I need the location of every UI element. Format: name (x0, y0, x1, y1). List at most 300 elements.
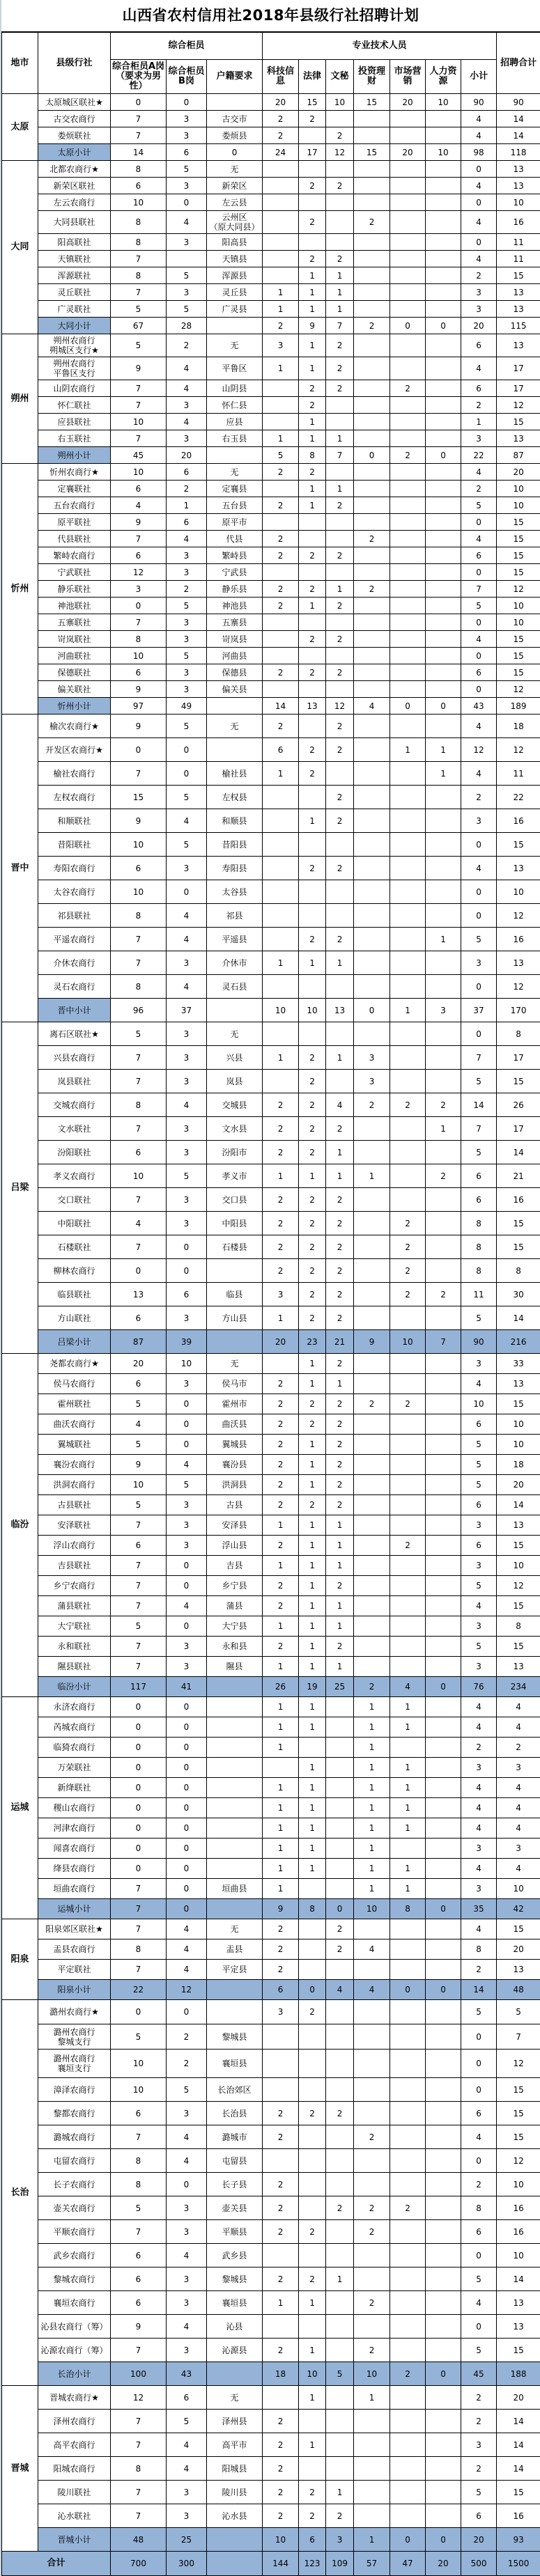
tech-cell (263, 857, 299, 880)
teller-b-cell (167, 251, 207, 267)
secretary-cell (326, 614, 354, 631)
invest-cell: 2 (354, 531, 390, 547)
total-cell: 17 (497, 1046, 540, 1070)
teller-b-cell: 3 (167, 547, 207, 564)
hukou-cell: 翼城县 (207, 1435, 263, 1455)
marketing-cell: 1 (390, 1778, 426, 1798)
table-row (2, 267, 540, 284)
total-cell: 17 (497, 380, 540, 397)
law-cell (299, 2196, 326, 2220)
hr-cell (426, 2000, 461, 2024)
hukou-cell: 平顺县 (207, 2220, 263, 2244)
law-cell: 1 (299, 1859, 326, 1879)
branch-name-cell: 沁县农商行（筹） (38, 2315, 111, 2339)
invest-cell (354, 880, 390, 904)
teller-b-cell: 3 (167, 1141, 207, 1164)
marketing-cell: 2 (390, 447, 426, 464)
branch-name-cell: 太谷农商行 (38, 880, 111, 904)
marketing-cell (390, 1919, 426, 1939)
total-cell: 15 (497, 2125, 540, 2149)
total-cell: 15 (497, 2078, 540, 2102)
secretary-cell (326, 414, 354, 430)
subtotal-cell: 5 (461, 2481, 497, 2504)
invest-cell (354, 2433, 390, 2457)
marketing-cell (390, 1164, 426, 1188)
tech-cell: 2 (263, 1435, 299, 1455)
invest-cell (354, 664, 390, 681)
table-row (2, 2410, 540, 2433)
subtotal-cell: 8 (461, 1235, 497, 1259)
branch-name-cell: 浑源联社 (38, 267, 111, 284)
teller-a-cell: 13 (111, 1283, 167, 1306)
teller-b-cell: 6 (167, 1283, 207, 1306)
branch-name-cell: 泽州农商行 (38, 2410, 111, 2433)
teller-b-cell: 0 (167, 194, 207, 211)
subtotal-cell: 6 (461, 1164, 497, 1188)
branch-name-cell: 洪洞农商行 (38, 1475, 111, 1495)
marketing-cell (390, 2386, 426, 2410)
tech-cell (263, 809, 299, 833)
law-cell: 2 (299, 2102, 326, 2125)
secretary-cell: 1 (326, 1616, 354, 1637)
branch-name-cell: 北都农商行★ (38, 161, 111, 178)
invest-cell (354, 762, 390, 786)
subtotal-cell: 5 (461, 1637, 497, 1657)
subtotal-cell: 8 (461, 1259, 497, 1283)
teller-a-cell: 6 (111, 1374, 167, 1394)
teller-a-cell: 4 (111, 1414, 167, 1435)
tech-cell: 2 (263, 2220, 299, 2244)
hr-cell: 0 (426, 1980, 461, 2000)
subtotal-cell: 6 (461, 1536, 497, 1556)
invest-cell (354, 497, 390, 514)
tech-cell: 2 (263, 2504, 299, 2528)
secretary-cell: 2 (326, 857, 354, 880)
tech-cell: 1 (263, 1515, 299, 1536)
teller-a-cell: 9 (111, 681, 167, 698)
table-row (2, 2050, 540, 2078)
branch-name-cell: 黎都农商行 (38, 2102, 111, 2125)
branch-name-cell: 乡宁农商行 (38, 1576, 111, 1596)
total-cell: 22 (497, 786, 540, 809)
teller-b-cell: 3 (167, 614, 207, 631)
hukou-cell (207, 1859, 263, 1879)
table-row (2, 1374, 540, 1394)
hr-cell (426, 904, 461, 928)
table-row (2, 514, 540, 531)
teller-b-cell: 4 (167, 904, 207, 928)
invest-cell: 2 (354, 581, 390, 598)
teller-b-cell: 49 (167, 698, 207, 715)
tech-cell: 20 (263, 94, 299, 111)
branch-name-cell: 安泽联社 (38, 1515, 111, 1536)
law-cell (299, 161, 326, 178)
teller-a-cell: 8 (111, 211, 167, 234)
subtotal-cell: 0 (461, 2078, 497, 2102)
header-city: 地市 (2, 33, 38, 94)
tech-cell (263, 564, 299, 581)
hukou-cell: 长治郊区 (207, 2078, 263, 2102)
teller-b-cell: 3 (167, 1374, 207, 1394)
table-row (2, 1455, 540, 1475)
teller-b-cell: 5 (167, 2078, 207, 2102)
branch-name-cell: 壶关农商行 (38, 2196, 111, 2220)
hukou-cell (207, 1818, 263, 1839)
teller-b-cell: 28 (167, 318, 207, 334)
city-cell: 吕梁 (2, 1022, 38, 1354)
secretary-cell (326, 833, 354, 857)
subtotal-cell: 6 (461, 1414, 497, 1435)
header-secretary: 文秘 (326, 60, 354, 94)
law-cell: 1 (299, 1717, 326, 1738)
law-cell (299, 2244, 326, 2267)
teller-b-cell: 0 (167, 1697, 207, 1717)
marketing-cell (390, 2504, 426, 2528)
total-cell: 10 (497, 1414, 540, 1435)
teller-b-cell: 0 (167, 1616, 207, 1637)
tech-cell: 1 (263, 1798, 299, 1818)
secretary-cell (326, 2125, 354, 2149)
subtotal-cell: 2 (461, 2457, 497, 2481)
hr-cell (426, 111, 461, 127)
tech-cell: 1 (263, 951, 299, 975)
total-cell: 48 (497, 1980, 540, 2000)
hukou-cell: 左云县 (207, 194, 263, 211)
branch-name-cell: 沁源农商行（筹） (38, 2339, 111, 2362)
tech-cell: 3 (263, 334, 299, 357)
table-row (2, 681, 540, 698)
hukou-cell (207, 1899, 263, 1919)
teller-b-cell: 5 (167, 833, 207, 857)
total-cell: 12 (497, 738, 540, 762)
hukou-cell: 安泽县 (207, 1515, 263, 1536)
marketing-cell (390, 464, 426, 481)
hr-cell (426, 1475, 461, 1495)
invest-cell (354, 2457, 390, 2481)
hukou-cell: 岚县 (207, 1070, 263, 1093)
subtotal-cell: 0 (461, 880, 497, 904)
hukou-cell: 沁源县 (207, 2339, 263, 2362)
invest-cell: 2 (354, 318, 390, 334)
invest-cell (354, 397, 390, 414)
invest-cell: 2 (354, 1677, 390, 1697)
total-cell: 17 (497, 357, 540, 380)
secretary-cell (326, 1758, 354, 1778)
marketing-cell: 0 (390, 318, 426, 334)
total-cell: 15 (497, 1235, 540, 1259)
subtotal-cell: 5 (461, 2339, 497, 2362)
recruitment-table (1, 32, 540, 2576)
table-row (2, 664, 540, 681)
hr-cell (426, 2125, 461, 2149)
subtotal-cell: 90 (461, 1330, 497, 1354)
invest-cell: 2 (354, 2125, 390, 2149)
total-cell: 5 (497, 2000, 540, 2024)
total-cell: 87 (497, 447, 540, 464)
table-row (2, 2078, 540, 2102)
teller-a-cell: 8 (111, 2457, 167, 2481)
marketing-cell (390, 414, 426, 430)
teller-b-cell: 25 (167, 2528, 207, 2552)
branch-name-cell: 襄垣农商行 (38, 2291, 111, 2315)
subtotal-cell: 0 (461, 1022, 497, 1046)
teller-a-cell: 6 (111, 1536, 167, 1556)
law-cell: 2 (299, 2220, 326, 2244)
city-cell: 长治 (2, 2000, 38, 2386)
teller-b-cell: 0 (167, 2000, 207, 2024)
invest-cell (354, 2078, 390, 2102)
total-cell: 10 (497, 481, 540, 497)
secretary-cell (326, 1839, 354, 1859)
branch-name-cell: 绛县农商行 (38, 1859, 111, 1879)
total-cell: 14 (497, 1495, 540, 1515)
hr-cell (426, 880, 461, 904)
branch-name-cell: 灵石农商行 (38, 975, 111, 999)
marketing-cell: 2 (390, 2362, 426, 2386)
law-cell: 1 (299, 1576, 326, 1596)
branch-name-cell: 榆社农商行 (38, 762, 111, 786)
total-cell: 16 (497, 2504, 540, 2528)
invest-cell (354, 251, 390, 267)
total-cell: 15 (497, 1536, 540, 1556)
hukou-cell: 浮山县 (207, 1536, 263, 1556)
secretary-cell: 1 (326, 951, 354, 975)
branch-name-cell: 阳高联社 (38, 234, 111, 251)
invest-cell (354, 161, 390, 178)
law-cell: 2 (299, 2481, 326, 2504)
tech-cell: 2 (263, 1576, 299, 1596)
hr-cell (426, 1960, 461, 1980)
subtotal-cell: 3 (461, 1839, 497, 1859)
tech-cell: 1 (263, 430, 299, 447)
invest-cell: 1 (354, 1859, 390, 1879)
subtotal-cell: 11 (461, 1283, 497, 1306)
teller-b-cell: 0 (167, 1717, 207, 1738)
hr-cell (426, 1495, 461, 1515)
hr-cell: 0 (426, 2362, 461, 2386)
total-cell: 26 (497, 1093, 540, 1117)
hr-cell (426, 1306, 461, 1330)
invest-cell (354, 1212, 390, 1235)
branch-name-cell: 运城小计 (38, 1899, 111, 1919)
branch-name-cell: 应县联社 (38, 414, 111, 430)
branch-name-cell: 岚县联社 (38, 1070, 111, 1093)
branch-name-cell: 石楼联社 (38, 1235, 111, 1259)
invest-cell: 4 (354, 1939, 390, 1960)
hr-cell: 0 (426, 447, 461, 464)
hr-cell (426, 2457, 461, 2481)
hukou-cell: 襄汾县 (207, 1455, 263, 1475)
law-cell: 2 (299, 251, 326, 267)
subtotal-cell: 37 (461, 999, 497, 1022)
hr-cell: 0 (426, 698, 461, 715)
subtotal-cell: 0 (461, 514, 497, 531)
hr-cell (426, 334, 461, 357)
branch-name-cell: 广灵联社 (38, 301, 111, 318)
hr-cell (426, 127, 461, 144)
marketing-cell (390, 531, 426, 547)
teller-b-cell: 3 (167, 2291, 207, 2315)
teller-b-cell: 0 (167, 1435, 207, 1455)
teller-a-cell: 0 (111, 2000, 167, 2024)
invest-cell (354, 1495, 390, 1515)
tech-cell: 1 (263, 284, 299, 301)
tech-cell (263, 833, 299, 857)
tech-cell (263, 2244, 299, 2267)
total-cell: 18 (497, 715, 540, 738)
teller-a-cell: 0 (111, 1839, 167, 1859)
table-row (2, 1141, 540, 1164)
hukou-cell: 五台县 (207, 497, 263, 514)
law-cell (299, 2078, 326, 2102)
branch-name-cell: 晋中小计 (38, 999, 111, 1022)
marketing-cell (390, 1738, 426, 1758)
total-cell: 14 (497, 111, 540, 127)
city-cell: 忻州 (2, 464, 38, 715)
marketing-cell (390, 2125, 426, 2149)
teller-b-cell: 3 (167, 2220, 207, 2244)
secretary-cell: 2 (326, 1455, 354, 1475)
hukou-cell: 云州区 （原大同县） (207, 211, 263, 234)
secretary-cell: 2 (326, 178, 354, 194)
hukou-cell: 平鲁区 (207, 357, 263, 380)
total-label-cell: 合计 (2, 2552, 111, 2576)
branch-name-cell: 吉县联社 (38, 1556, 111, 1576)
hr-cell (426, 614, 461, 631)
hukou-cell: 襄垣县 (207, 2291, 263, 2315)
invest-cell (354, 2024, 390, 2050)
teller-b-cell: 3 (167, 430, 207, 447)
teller-a-cell: 7 (111, 1117, 167, 1141)
law-cell (299, 2050, 326, 2078)
tech-cell: 1 (263, 357, 299, 380)
subtotal-cell: 4 (461, 211, 497, 234)
subtotal-cell: 4 (461, 1596, 497, 1616)
tech-cell: 2 (263, 2481, 299, 2504)
law-cell: 1 (299, 414, 326, 430)
secretary-cell (326, 648, 354, 664)
total-cell: 16 (497, 2196, 540, 2220)
marketing-cell (390, 880, 426, 904)
teller-a-cell: 5 (111, 1435, 167, 1455)
total-cell: 10 (497, 2173, 540, 2196)
invest-cell: 1 (354, 2386, 390, 2410)
teller-b-cell: 0 (167, 1778, 207, 1798)
invest-cell (354, 284, 390, 301)
total-cell: 118 (497, 144, 540, 161)
marketing-cell (390, 631, 426, 648)
marketing-cell (390, 564, 426, 581)
total-cell: 13 (497, 430, 540, 447)
subtotal-cell: 3 (461, 809, 497, 833)
invest-cell (354, 2000, 390, 2024)
branch-name-cell: 阳泉小计 (38, 1980, 111, 2000)
hukou-cell: 沁县 (207, 2315, 263, 2339)
marketing-cell (390, 598, 426, 614)
teller-a-cell: 4 (111, 1212, 167, 1235)
branch-name-cell: 浮山农商行 (38, 1536, 111, 1556)
secretary-cell: 1 (326, 581, 354, 598)
branch-name-cell: 左权农商行 (38, 786, 111, 809)
hukou-cell: 天镇县 (207, 251, 263, 267)
total-cell: 3 (497, 1758, 540, 1778)
invest-cell (354, 1576, 390, 1596)
teller-b-cell: 4 (167, 357, 207, 380)
total-cell: 15 (497, 1070, 540, 1093)
hukou-cell: 平遥县 (207, 928, 263, 951)
marketing-cell (390, 1455, 426, 1475)
total-cell: 13 (497, 857, 540, 880)
teller-a-cell: 6 (111, 664, 167, 681)
hukou-cell: 静乐县 (207, 581, 263, 598)
invest-cell (354, 904, 390, 928)
law-cell: 2 (299, 1235, 326, 1259)
law-cell (299, 1022, 326, 1046)
subtotal-cell: 20 (461, 318, 497, 334)
teller-a-cell: 7 (111, 2433, 167, 2457)
law-cell (299, 833, 326, 857)
subtotal-cell: 2 (461, 1738, 497, 1758)
teller-b-cell: 1 (167, 497, 207, 514)
marketing-cell (390, 857, 426, 880)
city-cell: 阳泉 (2, 1919, 38, 2000)
city-cell: 朔州 (2, 334, 38, 464)
hukou-cell (207, 2528, 263, 2552)
total-cell: 4 (497, 1798, 540, 1818)
marketing-cell (390, 715, 426, 738)
table-row (2, 301, 540, 318)
teller-b-cell: 5 (167, 2410, 207, 2433)
hukou-cell: 无 (207, 1354, 263, 1374)
tech-cell: 2 (263, 1596, 299, 1616)
subtotal-cell: 5 (461, 497, 497, 514)
tech-cell: 2 (263, 1414, 299, 1435)
teller-a-cell: 117 (111, 1677, 167, 1697)
teller-b-cell: 2 (167, 334, 207, 357)
teller-a-cell: 6 (111, 2244, 167, 2267)
secretary-cell: 2 (326, 1354, 354, 1374)
table-row (2, 1818, 540, 1839)
tech-cell: 2 (263, 1259, 299, 1283)
hukou-cell: 岢岚县 (207, 631, 263, 648)
teller-a-cell: 8 (111, 1939, 167, 1960)
table-row (2, 2291, 540, 2315)
secretary-cell: 2 (326, 928, 354, 951)
branch-name-cell: 大同县联社 (38, 211, 111, 234)
total-cell: 216 (497, 1330, 540, 1354)
law-cell: 1 (299, 1515, 326, 1536)
total-cell: 15 (497, 547, 540, 564)
teller-a-cell: 8 (111, 234, 167, 251)
law-cell: 8 (299, 1899, 326, 1919)
table-row (2, 1596, 540, 1616)
secretary-cell: 1 (326, 1536, 354, 1556)
total-cell: 10 (497, 1556, 540, 1576)
hukou-cell: 浑源县 (207, 267, 263, 284)
hr-cell (426, 1859, 461, 1879)
subtotal-cell: 5 (461, 2000, 497, 2024)
invest-cell (354, 1657, 390, 1677)
branch-name-cell: 晋城小计 (38, 2528, 111, 2552)
branch-name-cell: 和顺联社 (38, 809, 111, 833)
hukou-cell: 原平市 (207, 514, 263, 531)
teller-a-cell: 9 (111, 514, 167, 531)
teller-b-cell: 0 (167, 1859, 207, 1879)
invest-cell (354, 1455, 390, 1475)
law-cell: 2 (299, 1306, 326, 1330)
subtotal-cell: 0 (461, 2244, 497, 2267)
teller-b-cell: 0 (167, 1235, 207, 1259)
